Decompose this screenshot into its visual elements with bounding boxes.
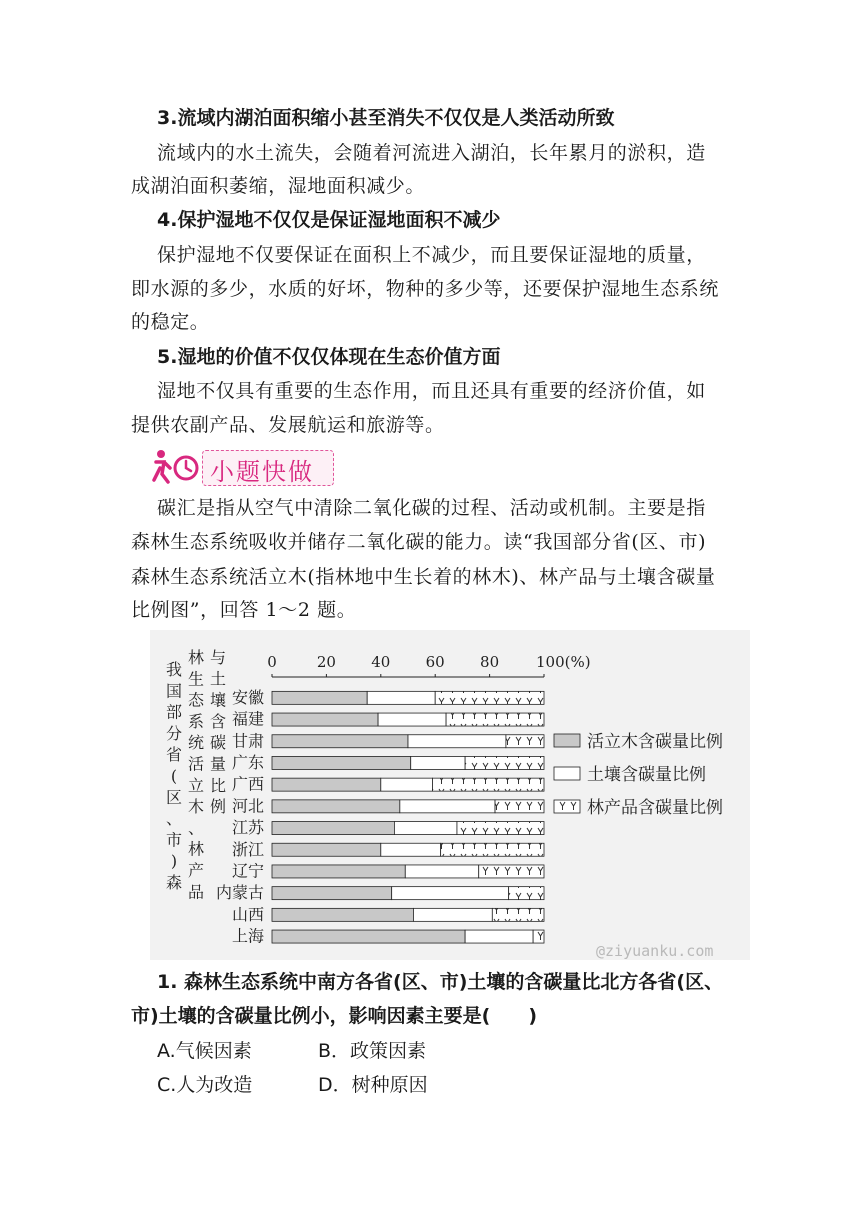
x-tick-label: 80 (480, 653, 500, 671)
y-title-char: 碳 (209, 733, 227, 753)
paragraph-line: 成湖泊面积萎缩，湿地面积减少。 (131, 175, 426, 197)
bar-segment (413, 908, 492, 921)
paragraph-line: 即水源的多少，水质的好坏，物种的多少等，还要保护湿地生态系统 (131, 278, 720, 300)
y-title-char: 例 (209, 797, 227, 817)
category-label: 上海 (231, 926, 264, 946)
option-b[interactable]: B．政策因素 (318, 1040, 427, 1062)
category-label: 广西 (231, 774, 264, 794)
bar-segment (441, 843, 544, 856)
bar-segment (272, 930, 465, 943)
y-title-char: 区 (165, 787, 183, 807)
legend-label: 林产品含碳量比例 (587, 798, 723, 818)
category-label: 内蒙古 (215, 883, 264, 903)
x-tick-label: 60 (425, 653, 445, 671)
bar-segment (272, 843, 381, 856)
y-title-char: 系 (187, 711, 205, 731)
bar-segment (272, 691, 367, 704)
paragraph-line: 提供农副产品、发展航运和旅游等。 (131, 414, 445, 436)
bar-segment (509, 887, 544, 900)
y-axis-title (166, 648, 226, 901)
option-a[interactable]: A.气候因素 (157, 1040, 252, 1062)
quick-quiz-banner (150, 446, 340, 488)
section-heading-3: 3.流域内湖泊面积缩小甚至消失不仅仅是人类活动所致 (157, 107, 615, 129)
bar-segment (408, 735, 506, 748)
bar-segment (506, 735, 544, 748)
option-d[interactable]: D．树种原因 (318, 1074, 428, 1096)
bar-segment (394, 822, 457, 835)
y-title-char: 产 (187, 861, 205, 880)
carbon-ratio-chart (150, 630, 750, 960)
bar-segment (432, 778, 544, 791)
bar-segment (479, 865, 544, 878)
section-heading-5: 5.湿地的价值不仅仅体现在生态价值方面 (157, 346, 501, 368)
y-title-char: 态 (187, 690, 205, 710)
bar-segment (272, 800, 400, 813)
bar-segment (465, 756, 544, 769)
y-title-char: 含 (209, 711, 227, 731)
bar-segment (495, 800, 544, 813)
y-title-char: ( (170, 766, 178, 786)
bar-segment (272, 735, 408, 748)
bar-segment (400, 800, 495, 813)
paragraph-line: 的稳定。 (131, 311, 210, 333)
y-title-char: 立 (187, 775, 205, 795)
bar-segment (378, 713, 446, 726)
y-title-char: 木 (187, 797, 205, 817)
y-title-char: 品 (187, 882, 205, 902)
y-title-char: 比 (209, 775, 227, 795)
banner-title: 小题快做 (210, 458, 314, 486)
y-title-char: 与 (209, 648, 227, 667)
y-title-char: 林 (187, 839, 205, 859)
y-title-char: 森 (165, 873, 183, 892)
legend-label: 土壤含碳量比例 (587, 765, 706, 785)
bar-segment (446, 713, 544, 726)
y-title-char: 量 (209, 754, 227, 774)
bar-segment (272, 713, 378, 726)
y-title-char: 壤 (209, 690, 227, 710)
bar-segment (533, 930, 544, 943)
bar-segment (272, 778, 381, 791)
y-title-char: 省 (165, 745, 183, 765)
legend-swatch (554, 767, 580, 780)
bar-segment (272, 887, 392, 900)
bar-segment (392, 887, 509, 900)
x-tick-label: 0 (267, 653, 277, 671)
bar-segment (465, 930, 533, 943)
bar-segment (367, 691, 435, 704)
bar-segment (435, 691, 544, 704)
category-label: 江苏 (231, 818, 264, 838)
chart-svg (150, 630, 750, 960)
category-label: 甘肃 (231, 731, 264, 751)
watermark: @ziyuanku.com (596, 942, 714, 960)
option-c[interactable]: C.人为改造 (157, 1074, 253, 1096)
y-title-char: 部 (165, 702, 183, 722)
bar-segment (381, 778, 433, 791)
paragraph-line: 保护湿地不仅要保证在面积上不减少，而且要保证湿地的质量， (157, 244, 706, 266)
bar-segment (272, 756, 411, 769)
section-heading-4: 4.保护湿地不仅仅是保证湿地面积不减少 (157, 209, 501, 231)
bar-segment (381, 843, 441, 856)
y-title-char: 活 (187, 754, 205, 774)
category-label: 安徽 (231, 687, 264, 707)
legend (554, 732, 723, 818)
y-title-char: 分 (165, 723, 183, 743)
bar-segment (492, 908, 544, 921)
paragraph-line: 森林生态系统吸收并储存二氧化碳的能力。读“我国部分省(区、市) (131, 531, 707, 553)
y-title-char: 我 (165, 660, 183, 679)
y-title-char: 生 (187, 669, 205, 689)
paragraph-line: 碳汇是指从空气中清除二氧化碳的过程、活动或机制。主要是指 (157, 497, 706, 519)
category-label: 广东 (231, 752, 264, 772)
bar-segment (272, 822, 394, 835)
question-stem: 1. 森林生态系统中南方各省(区、市)土壤的含碳量比北方各省(区、 (157, 971, 724, 993)
y-title-char: 、 (187, 818, 205, 838)
y-title-char: 国 (165, 681, 183, 701)
y-title-char: 林 (187, 648, 205, 667)
bar-segment (405, 865, 478, 878)
y-title-char: 、 (165, 809, 183, 829)
bar-segment (272, 865, 405, 878)
bar-segment (457, 822, 544, 835)
category-label: 福建 (231, 709, 264, 729)
legend-label: 活立木含碳量比例 (587, 732, 723, 752)
bar-segment (272, 908, 413, 921)
question-stem: 市)土壤的含碳量比例小，影响因素主要是( ) (131, 1005, 538, 1027)
category-label: 辽宁 (231, 861, 264, 881)
x-tick-label: 100(%) (536, 653, 591, 671)
legend-swatch (554, 734, 580, 747)
paragraph-line: 湿地不仅具有重要的生态作用，而且还具有重要的经济价值，如 (157, 380, 706, 402)
x-tick-label: 40 (371, 653, 391, 671)
y-title-char: ) (170, 851, 178, 871)
bar-segment (411, 756, 465, 769)
paragraph-line: 比例图”，回答 1～2 题。 (131, 599, 357, 621)
category-label: 山西 (231, 904, 264, 924)
paragraph-line: 流域内的水土流失，会随着河流进入湖泊，长年累月的淤积，造 (157, 142, 706, 164)
x-tick-label: 20 (316, 653, 336, 671)
y-title-char: 土 (209, 669, 227, 689)
bars-group (216, 688, 544, 946)
y-title-char: 市 (165, 830, 183, 850)
running-clock-icon (150, 446, 206, 488)
legend-swatch (554, 800, 580, 813)
y-title-char: 统 (187, 733, 205, 753)
category-label: 河北 (231, 796, 264, 816)
paragraph-line: 森林生态系统活立木(指林地中生长着的林木)、林产品与土壤含碳量 (131, 566, 716, 588)
x-axis (267, 653, 590, 677)
category-label: 浙江 (231, 839, 264, 859)
